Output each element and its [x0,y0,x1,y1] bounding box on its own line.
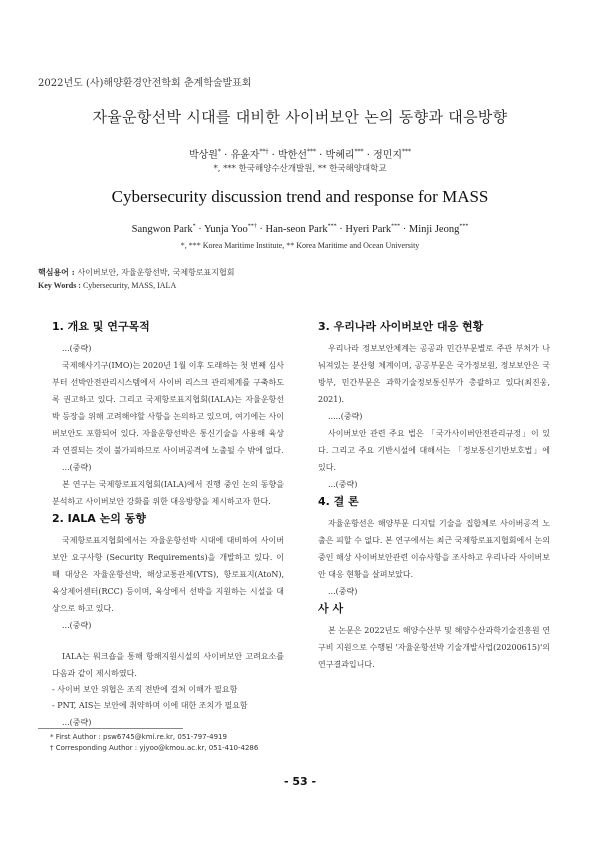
left-column [52,318,284,731]
paragraph: 본 논문은 2022년도 해양수산부 및 해양수산과학기술진흥원 연구비 지원으로 수행된 '자율운항선박 기술개발사업(20200615)'의 연구결과입니다. [318,626,550,669]
conference-header: 2022년도 (사)해양환경안전학회 춘계학술발표회 [38,78,252,89]
author-separator: · [363,150,374,161]
author-mark: **† [259,148,269,156]
paragraph: ...(중략) [328,587,358,596]
author-mark: *** [459,223,469,230]
author-name: Han-seon Park [265,224,328,235]
author-mark: **† [247,223,257,230]
keywords-english-label: Key Words : [38,281,83,290]
author-name: 유윤자 [230,150,260,161]
author-separator: · [256,224,266,235]
section-heading-overview: 1. 개요 및 연구목적 [52,320,150,333]
keywords-korean-label: 핵심용어 : [38,267,78,277]
list-item: - 사이버 보안 위협은 조직 전반에 걸쳐 이해가 필요함 [52,685,238,694]
paragraph: 우리나라 정보보안체계는 공공과 민간부문별로 주관 부처가 나눠져있는 분산형 체계이며, 공공부문은 국가정보원, 정보보안은 국방부, 민간부문은 과학기술정보통신부가 총괄하고 있다(최진웅, 2021). [318,344,550,404]
list-item: - PNT, AIS는 보안에 취약하며 이에 대한 조치가 필요함 [52,701,248,710]
section-heading-conclusion: 4. 결 론 [318,495,359,508]
paragraph: ...(중략) [62,463,92,472]
keywords-korean [38,267,234,278]
title-korean: 자율운항선박 시대를 대비한 사이버보안 논의 동향과 대응방향 [92,108,508,126]
section-heading-acknowledgement: 사 사 [318,602,344,615]
paragraph: 본 연구는 국제항로표지협회(IALA)에서 진행 중인 논의 동향을 분석하고 사이버보안 강화를 위한 대응방향을 제시하고자 한다. [52,480,284,506]
paragraph: 국제항로표지협회에서는 자율운항선박 시대에 대비하여 사이버보안 요구사항 (Security Requirements)을 개발하고 있다. 이 때 대상은 자율운항선박, 해상교통관제(VTS), 항로표지(AtoN), 육상제어센터(RCC) 등이며, 육상에서 선박을 지원하는 시설을 대상으로 하고 있다. [52,536,284,613]
author-name: 박한선 [278,150,307,161]
paragraph: 국제해사기구(IMO)는 2020년 1월 이후 도래하는 첫 번째 심사부터 선박안전관리시스템에서 사이버 리스크 관리체계를 구축하도록 권고하고 있다. 그리고 국제항로표지협회(IALA)는 자율운항선박 등장을 위해 고려해야할 사항을 논의하고 있으며, 여기에는 사이버보안도 포함되어 있다. 자율운항선박은 통신기술을 사용해 육상과 연결되는 것이 불가피하므로 사이버공격에 노출될 수 밖에 없다. [52,361,284,455]
author-name: Hyeri Park [345,224,392,235]
paragraph: 자율운항선은 해양부문 디지털 기술을 집합체로 사이버공격 노출은 피할 수 없다. 본 연구에서는 최근 국제항로표지협회에서 논의 중인 해상 사이버보안관련 이슈사항을 조사하고 우리나라 사이버보안 대응 현황을 살펴보았다. [318,519,550,579]
author-mark: * [192,223,196,230]
authors-english [0,224,600,235]
author-mark: *** [306,148,316,156]
author-name: 박상원 [188,150,218,161]
section-heading-iala: 2. IALA 논의 동향 [52,512,146,525]
paragraph: IALA는 워크숍을 통해 항해지원시설의 사이버보안 고려요소를 다음과 같이 제시하였다. [52,652,284,678]
paragraph: 사이버보안 관련 주요 법은 「국가사이버안전관리규정」이 있다. 그리고 주요 기반시설에 대해서는 「정보통신기반보호법」에 있다. [318,429,550,472]
author-mark: *** [354,148,364,156]
author-name: 정민지 [373,150,403,161]
keywords-english [38,281,176,290]
paragraph: ...(중략) [62,718,92,727]
author-separator: · [268,150,278,161]
keywords-korean-text: 사이버보안, 자율운항선박, 국제항로표지협회 [77,268,235,277]
footnote-divider [38,728,183,729]
affiliation-korean: *, *** 한국해양수산개발원, ** 한국해양대학교 [213,164,387,174]
paragraph: ...(중략) [62,344,92,353]
author-separator: · [336,224,346,235]
author-separator: · [220,150,231,161]
keywords-english-text: Cybersecurity, MASS, IALA [82,281,177,290]
author-mark: *** [327,223,337,230]
authors-korean [0,146,600,161]
paragraph: ...(중략) [328,480,358,489]
author-mark: *** [391,223,401,230]
footnote-corresponding-author: † Corresponding Author : yjyoo@kmou.ac.kr, 051-410-4286 [50,744,259,752]
author-name: Sangwon Park [131,224,193,235]
author-name: 박혜리 [325,150,355,161]
author-mark: *** [402,148,412,156]
paragraph: .....(중략) [328,412,363,421]
footnote-first-author: * First Author : psw6745@kmi.re.kr, 051-797-4919 [50,733,227,741]
author-name: Minji Jeong [408,224,460,235]
title-english: Cybersecurity discussion trend and response for MASS [111,187,489,206]
author-separator: · [195,224,204,235]
author-name: Yunja Yoo [203,224,248,235]
paragraph: ...(중략) [62,621,92,630]
author-mark: * [217,148,221,156]
page-number: - 53 - [283,775,317,788]
author-separator: · [315,150,326,161]
right-column [318,318,550,673]
section-heading-korea-status: 3. 우리나라 사이버보안 대응 현황 [318,320,484,333]
author-separator: · [400,224,409,235]
affiliation-english: *, *** Korea Maritime Institute, ** Korea Maritime and Ocean University [180,241,420,250]
